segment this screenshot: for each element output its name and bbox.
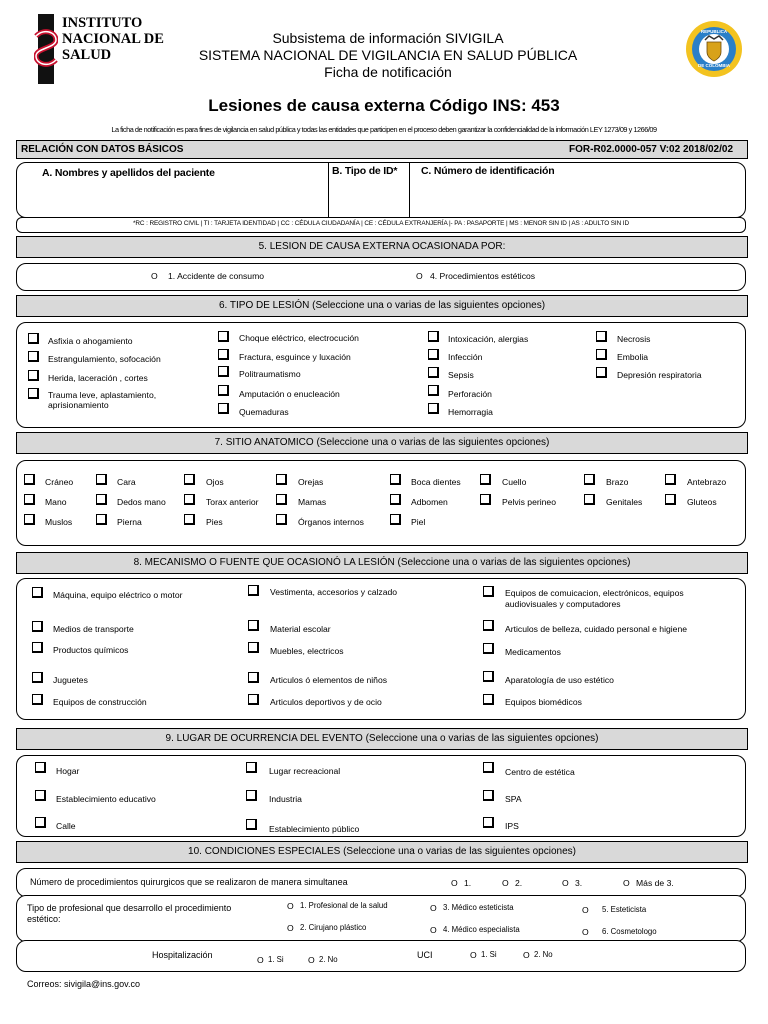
section-8-bar: 8. MECANISMO O FUENTE QUE OCASIONÓ LA LESIÓN (Seleccione una o varias de las siguientes opciones) (16, 552, 748, 574)
s8-label: Material escolar (270, 624, 331, 634)
s8-label: Articulos deportivos y de ocio (270, 697, 382, 707)
s7-checkbox[interactable] (480, 474, 491, 485)
header-text (180, 30, 596, 81)
s10-q2-opt: 6. Cosmetologo (602, 927, 657, 936)
s10-q2-label: Tipo de profesional que desarrollo el procedimiento (27, 903, 232, 913)
header-line-2: SISTEMA NACIONAL DE VIGILANCIA EN SALUD PÚBLICA (198, 47, 578, 63)
s6-label: Quemaduras (239, 407, 289, 417)
section-5-bar: 5. LESION DE CAUSA EXTERNA OCASIONADA POR: (16, 236, 748, 258)
logo-line-1: INSTITUTO (62, 15, 143, 31)
s10-q1-opt: Más de 3. (636, 878, 674, 888)
s10-row3-box (16, 940, 746, 972)
s5-radio-4[interactable]: O (416, 271, 423, 281)
s6-label: Politraumatismo (239, 369, 301, 379)
disclaimer: La ficha de notificación es para fines de vigilancia en salud pública y todas las entidades que participen en el proceso deben garantizar la confidencialidad de la información LEY 1273/09 y 1266/09 (111, 125, 657, 134)
s6-checkbox[interactable] (428, 367, 439, 378)
section-10-bar: 10. CONDICIONES ESPECIALES (Seleccione una o varias de las siguientes opciones) (16, 841, 748, 863)
s6-checkbox[interactable] (28, 351, 39, 362)
s7-checkbox[interactable] (96, 494, 107, 505)
s8-checkbox[interactable] (483, 643, 494, 654)
s7-label: Cráneo (45, 477, 74, 487)
s7-label: Pies (206, 517, 223, 527)
s7-checkbox[interactable] (480, 494, 491, 505)
s9-checkbox[interactable] (483, 790, 494, 801)
s10-q2-radio[interactable]: O (430, 925, 437, 935)
s8-label: Equipos biomédicos (505, 697, 582, 707)
s8-label: audiovisuales y computadores (505, 599, 621, 609)
s7-label: Muslos (45, 517, 73, 527)
hosp-opt: 1. Si (268, 955, 284, 964)
s7-label: Cuello (502, 477, 527, 487)
s6-label: Embolia (617, 352, 649, 362)
s9-label: IPS (505, 821, 519, 831)
s9-label: Lugar recreacional (269, 766, 341, 776)
ins-logo (34, 14, 174, 84)
s10-q2-opt: 4. Médico especialista (443, 925, 520, 934)
s8-checkbox[interactable] (483, 694, 494, 705)
s7-label: Torax anterior (206, 497, 259, 507)
s10-q1-radio[interactable]: O (451, 878, 458, 888)
s10-q2-radio[interactable]: O (582, 905, 589, 915)
s6-label: Fractura, esguince y luxación (239, 352, 351, 362)
id-legend: *RC : REGISTRO CIVIL | TI : TARJETA IDENTIDAD | CC : CÉDULA CIUDADANÍA | CE : CÉDULA EXTRANJERÍA |- PA : PASAPORTE | MS : MENOR SIN ID | AS : ADULTO SIN ID (133, 220, 629, 227)
s6-label: Sepsis (448, 370, 474, 380)
s7-label: Adbomen (411, 497, 448, 507)
s7-label: Cara (117, 477, 136, 487)
s10-q1-label: Número de procedimientos quirurgicos que se realizaron de manera simultanea (30, 877, 348, 887)
s8-checkbox[interactable] (32, 694, 43, 705)
section-5-box (16, 263, 746, 291)
s10-q2-opt: 3. Médico esteticista (443, 903, 514, 912)
id-type-field[interactable] (330, 182, 406, 212)
s7-label: Pierna (117, 517, 142, 527)
s7-checkbox[interactable] (96, 474, 107, 485)
uci-opt: 1. Si (481, 950, 497, 959)
s6-checkbox[interactable] (596, 331, 607, 342)
s9-label: Hogar (56, 766, 80, 776)
basic-data-bar (16, 140, 748, 159)
s8-checkbox[interactable] (32, 672, 43, 683)
header-line-3: Ficha de notificación (324, 64, 452, 80)
s7-label: Brazo (606, 477, 629, 487)
s6-checkbox[interactable] (428, 349, 439, 360)
s7-label: Gluteos (687, 497, 717, 507)
s8-checkbox[interactable] (483, 586, 494, 597)
s7-label: Piel (411, 517, 426, 527)
id-number-label: C. Número de identificación (421, 165, 555, 177)
s10-q2-opt: 5. Esteticista (602, 905, 647, 914)
s8-label: Productos químicos (53, 645, 129, 655)
s8-label: Articulos ó elementos de niños (270, 675, 388, 685)
s6-label: Choque eléctrico, electrocución (239, 333, 359, 343)
s8-checkbox[interactable] (32, 587, 43, 598)
uci-radio[interactable]: O (470, 950, 477, 960)
s9-checkbox[interactable] (483, 762, 494, 773)
s10-q1-radio[interactable]: O (562, 878, 569, 888)
basic-data-title: RELACIÓN CON DATOS BÁSICOS (21, 144, 184, 155)
s10-q2-opt: 1. Profesional de la salud (300, 901, 388, 910)
s8-checkbox[interactable] (32, 642, 43, 653)
s6-checkbox[interactable] (28, 333, 39, 344)
id-type-label: B. Tipo de ID* (332, 165, 398, 177)
s8-label: Máquina, equipo eléctrico o motor (53, 590, 183, 600)
header-line-1: Subsistema de información SIVIGILA (272, 30, 504, 46)
s9-label: SPA (505, 794, 522, 804)
s8-checkbox[interactable] (248, 620, 259, 631)
ins-logo-mark (34, 14, 58, 84)
s9-label: Calle (56, 821, 76, 831)
s10-q1-opt: 3. (575, 878, 583, 888)
s7-label: Ojos (206, 477, 224, 487)
s10-q2-radio[interactable]: O (287, 901, 294, 911)
s10-q2-label-2: estético: (27, 914, 61, 924)
s8-label: Medicamentos (505, 647, 561, 657)
s9-checkbox[interactable] (35, 817, 46, 828)
s6-label: Intoxicación, alergias (448, 334, 529, 344)
s8-checkbox[interactable] (483, 620, 494, 631)
patient-name-label: A. Nombres y apellidos del paciente (42, 167, 215, 179)
s6-label: Estrangulamiento, sofocación (48, 354, 161, 364)
s7-label: Dedos mano (117, 497, 166, 507)
s8-label: Vestimenta, accesorios y calzado (270, 587, 398, 597)
uci-label: UCI (417, 950, 433, 960)
s7-label: Mamas (298, 497, 327, 507)
s6-label: Trauma leve, aplastamiento, (48, 390, 157, 400)
s10-q2-radio[interactable]: O (582, 927, 589, 937)
form-code: FOR-R02.0000-057 V:02 2018/02/02 (569, 144, 733, 155)
s6-checkbox[interactable] (218, 349, 229, 360)
s6-checkbox[interactable] (428, 403, 439, 414)
s8-label: Medios de transporte (53, 624, 134, 634)
s6-checkbox[interactable] (218, 403, 229, 414)
s8-checkbox[interactable] (248, 585, 259, 596)
footer-email: Correos: sivigila@ins.gov.co (27, 979, 141, 989)
s9-checkbox[interactable] (35, 790, 46, 801)
id-number-field[interactable] (412, 182, 740, 212)
colombia-seal (685, 20, 743, 78)
s6-label: Herida, laceración , cortes (48, 373, 148, 383)
s7-checkbox[interactable] (665, 494, 676, 505)
s6-checkbox[interactable] (218, 366, 229, 377)
s9-checkbox[interactable] (483, 817, 494, 828)
s6-label: Perforación (448, 389, 492, 399)
s8-label: Juguetes (53, 675, 88, 685)
s5-option-4: 4. Procedimientos estéticos (430, 271, 536, 281)
patient-name-field[interactable] (20, 182, 325, 212)
uci-radio[interactable]: O (523, 950, 530, 960)
s8-checkbox[interactable] (248, 642, 259, 653)
hosp-opt: 2. No (319, 955, 338, 964)
s7-checkbox[interactable] (24, 474, 35, 485)
s7-checkbox[interactable] (390, 514, 401, 525)
s7-checkbox[interactable] (584, 494, 595, 505)
s5-option-1: 1. Accidente de consumo (168, 271, 265, 281)
s7-checkbox[interactable] (24, 514, 35, 525)
s8-label: Equipos de comuicacion, electrónicos, equipos (505, 588, 684, 598)
s6-checkbox[interactable] (28, 388, 39, 399)
s7-checkbox[interactable] (96, 514, 107, 525)
uci-opt: 2. No (534, 950, 553, 959)
s6-label: Necrosis (617, 334, 651, 344)
s10-q2-radio[interactable]: O (287, 923, 294, 933)
section-7-bar: 7. SITIO ANATOMICO (Seleccione una o varias de las siguientes opciones) (16, 432, 748, 454)
form-title: Lesiones de causa externa Código INS: 453 (208, 96, 560, 115)
section-6-bar: 6. TIPO DE LESIÓN (Seleccione una o varias de las siguientes opciones) (16, 295, 748, 317)
s6-label: Infección (448, 352, 483, 362)
s7-label: Genitales (606, 497, 643, 507)
s10-q1-opt: 2. (515, 878, 523, 888)
section-9-bar: 9. LUGAR DE OCURRENCIA DEL EVENTO (Seleccione una o varias de las siguientes opciones) (16, 728, 748, 750)
s8-label: Articulos de belleza, cuidado personal e higiene (505, 624, 688, 634)
seal-text-bottom: DE COLOMBIA (698, 63, 730, 68)
hosp-radio[interactable]: O (257, 955, 264, 965)
hospitalization-label: Hospitalización (152, 950, 213, 960)
s9-checkbox[interactable] (246, 762, 257, 773)
s10-q1-radio[interactable]: O (623, 878, 630, 888)
s8-label: Aparatología de uso estético (505, 675, 614, 685)
s8-checkbox[interactable] (248, 694, 259, 705)
s7-label: Pelvis perineo (502, 497, 556, 507)
s9-label: Centro de estética (505, 767, 575, 777)
logo-line-3: SALUD (62, 47, 112, 63)
s9-checkbox[interactable] (246, 790, 257, 801)
s10-q2-radio[interactable]: O (430, 903, 437, 913)
s9-label: Establecimiento público (269, 824, 360, 834)
s7-checkbox[interactable] (184, 494, 195, 505)
s7-checkbox[interactable] (665, 474, 676, 485)
s9-label: Industria (269, 794, 302, 804)
s7-checkbox[interactable] (184, 514, 195, 525)
s8-checkbox[interactable] (32, 621, 43, 632)
s6-checkbox[interactable] (218, 385, 229, 396)
s7-label: Mano (45, 497, 67, 507)
s6-label: Depresión respiratoria (617, 370, 702, 380)
s8-checkbox[interactable] (248, 672, 259, 683)
s6-label: Asfixia o ahogamiento (48, 336, 133, 346)
s7-label: Orejas (298, 477, 324, 487)
s7-label: Órganos internos (298, 517, 364, 527)
s7-checkbox[interactable] (184, 474, 195, 485)
s6-label: aprisionamiento (48, 400, 109, 410)
s10-q2-opt: 2. Cirujano plástico (300, 923, 367, 932)
s6-checkbox[interactable] (28, 370, 39, 381)
s7-label: Boca dientes (411, 477, 461, 487)
s7-checkbox[interactable] (584, 474, 595, 485)
s8-checkbox[interactable] (483, 671, 494, 682)
hosp-radio[interactable]: O (308, 955, 315, 965)
s8-label: Muebles, electricos (270, 646, 344, 656)
s6-checkbox[interactable] (596, 349, 607, 360)
s7-checkbox[interactable] (24, 494, 35, 505)
s8-label: Equipos de construcción (53, 697, 147, 707)
s6-checkbox[interactable] (428, 331, 439, 342)
s6-checkbox[interactable] (428, 385, 439, 396)
s7-checkbox[interactable] (276, 474, 287, 485)
s9-label: Establecimiento educativo (56, 794, 156, 804)
s7-checkbox[interactable] (390, 474, 401, 485)
s6-label: Hemorragia (448, 407, 493, 417)
s10-q1-radio[interactable]: O (502, 878, 509, 888)
s6-checkbox[interactable] (218, 331, 229, 342)
s10-q1-opt: 1. (464, 878, 472, 888)
s9-checkbox[interactable] (35, 762, 46, 773)
s7-checkbox[interactable] (276, 494, 287, 505)
s9-checkbox[interactable] (246, 819, 257, 830)
logo-line-2: NACIONAL DE (62, 31, 164, 47)
s6-label: Amputación o enucleación (239, 389, 340, 399)
seal-text-top: REPUBLICA (700, 29, 728, 34)
s5-radio-1[interactable]: O (151, 271, 158, 281)
s7-checkbox[interactable] (276, 514, 287, 525)
s7-label: Antebrazo (687, 477, 727, 487)
s6-checkbox[interactable] (596, 367, 607, 378)
s7-checkbox[interactable] (390, 494, 401, 505)
